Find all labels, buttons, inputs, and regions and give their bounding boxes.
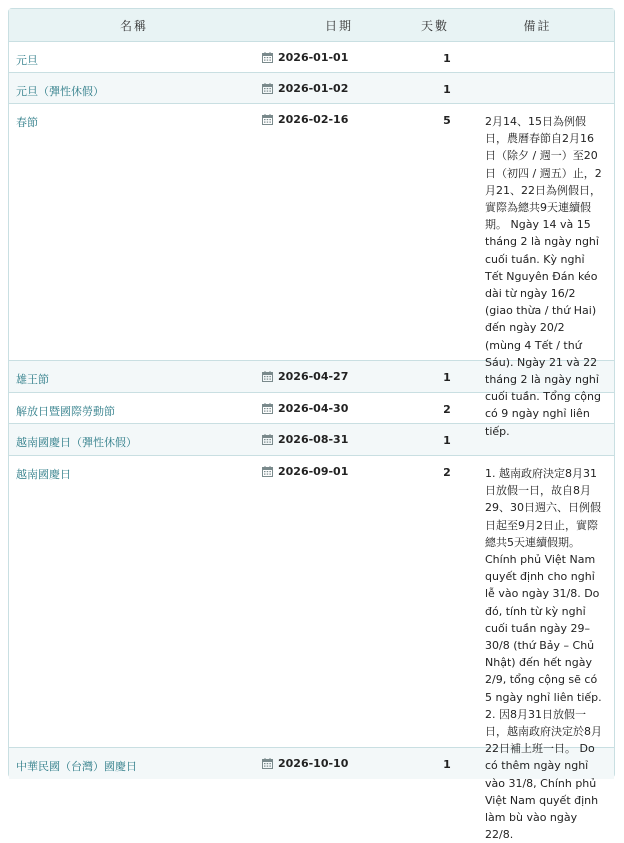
holiday-days: 1 — [443, 371, 451, 384]
calendar-icon — [262, 403, 273, 414]
holiday-name[interactable]: 越南國慶日 — [16, 468, 71, 481]
date-text: 2026-04-30 — [278, 402, 349, 415]
table-row — [9, 424, 614, 456]
holiday-note — [465, 73, 614, 103]
holiday-days: 1 — [443, 434, 451, 447]
holiday-days: 1 — [443, 758, 451, 771]
holiday-name[interactable]: 越南國慶日（彈性休假） — [16, 436, 137, 449]
holiday-days: 2 — [443, 403, 451, 416]
table-row — [9, 361, 614, 393]
calendar-icon — [262, 52, 273, 63]
table-row — [9, 73, 614, 104]
holiday-name[interactable]: 元旦 — [16, 54, 38, 67]
header-note: 備註 — [523, 18, 552, 33]
holiday-date — [259, 748, 429, 779]
holiday-days: 2 — [443, 466, 451, 479]
holiday-date — [259, 42, 429, 72]
table-header — [9, 9, 614, 42]
calendar-icon — [262, 466, 273, 477]
holiday-note — [465, 393, 614, 423]
calendar-icon — [262, 371, 273, 382]
holiday-name[interactable]: 中華民國（台灣）國慶日 — [16, 760, 137, 773]
date-text: 2026-10-10 — [278, 757, 349, 770]
date-text: 2026-01-01 — [278, 51, 349, 64]
holiday-note: 2月14、15日為例假日，農曆春節自2月16日（除夕 / 週一）至20日（初四 / 週五）止，2月21、22日為例假日，實際為總共9天連續假期。 Ngày 14 và 15 tháng 2 là ngày nghỉ cuối tuần. Kỳ nghỉ Tết Nguyên Đán kéo dài từ ngày 16/2 (giao thừa / thứ Hai) đến ngày 20/2 (mùng 4 Tết / thứ Sáu). Ngày 21 và 22 tháng 2 là ngày nghỉ cuối tuần. Tổng cộng có 9 ngày nghỉ liên tiếp. — [485, 115, 602, 438]
holiday-days: 1 — [443, 83, 451, 96]
header-date: 日期 — [324, 18, 353, 33]
date-text: 2026-08-31 — [278, 433, 349, 446]
holiday-date — [259, 73, 429, 103]
holiday-note: 1. 越南政府決定8月31日放假一日，故自8月29、30日週六、日例假日起至9月2日止，實際總共5天連續假期。 Chính phủ Việt Nam quyết định cho nghỉ lễ vào ngày 31/8. Do đó, tính từ kỳ nghỉ cuối tuần ngày 29–30/8 (thứ Bảy – Chủ Nhật) đến hết ngày 2/9, tổng cộng sẽ có 5 ngày nghỉ liên tiếp. 2. 因8月31日放假一日，越南政府決定於8月22日補上班一日。 Do có thêm ngày nghỉ vào 31/8, Chính phủ Việt Nam quyết định làm bù vào ngày 22/8. — [485, 467, 602, 842]
holiday-note — [465, 361, 614, 392]
date-text: 2026-09-01 — [278, 465, 349, 478]
calendar-icon — [262, 114, 273, 125]
calendar-icon — [262, 83, 273, 94]
holiday-note — [465, 42, 614, 72]
holiday-date — [259, 361, 429, 392]
table-row — [9, 748, 614, 779]
holiday-days: 5 — [443, 114, 451, 127]
holiday-date — [259, 393, 429, 423]
holiday-date — [259, 104, 429, 360]
holiday-note — [465, 748, 614, 779]
holiday-name[interactable]: 雄王節 — [16, 373, 49, 386]
calendar-icon — [262, 758, 273, 769]
holiday-note — [465, 424, 614, 455]
holiday-date — [259, 456, 429, 747]
header-days: 天數 — [420, 18, 449, 33]
date-text: 2026-04-27 — [278, 370, 349, 383]
holiday-table — [8, 8, 615, 842]
table-row — [9, 393, 614, 424]
header-name: 名稱 — [119, 18, 148, 33]
date-text: 2026-02-16 — [278, 113, 349, 126]
holiday-name[interactable]: 春節 — [16, 116, 38, 129]
holiday-days: 1 — [443, 52, 451, 65]
table-row — [9, 42, 614, 73]
holiday-name[interactable]: 解放日暨國際勞動節 — [16, 405, 115, 418]
date-text: 2026-01-02 — [278, 82, 349, 95]
calendar-icon — [262, 434, 273, 445]
holiday-name[interactable]: 元旦（彈性休假） — [16, 85, 104, 98]
holiday-date — [259, 424, 429, 455]
